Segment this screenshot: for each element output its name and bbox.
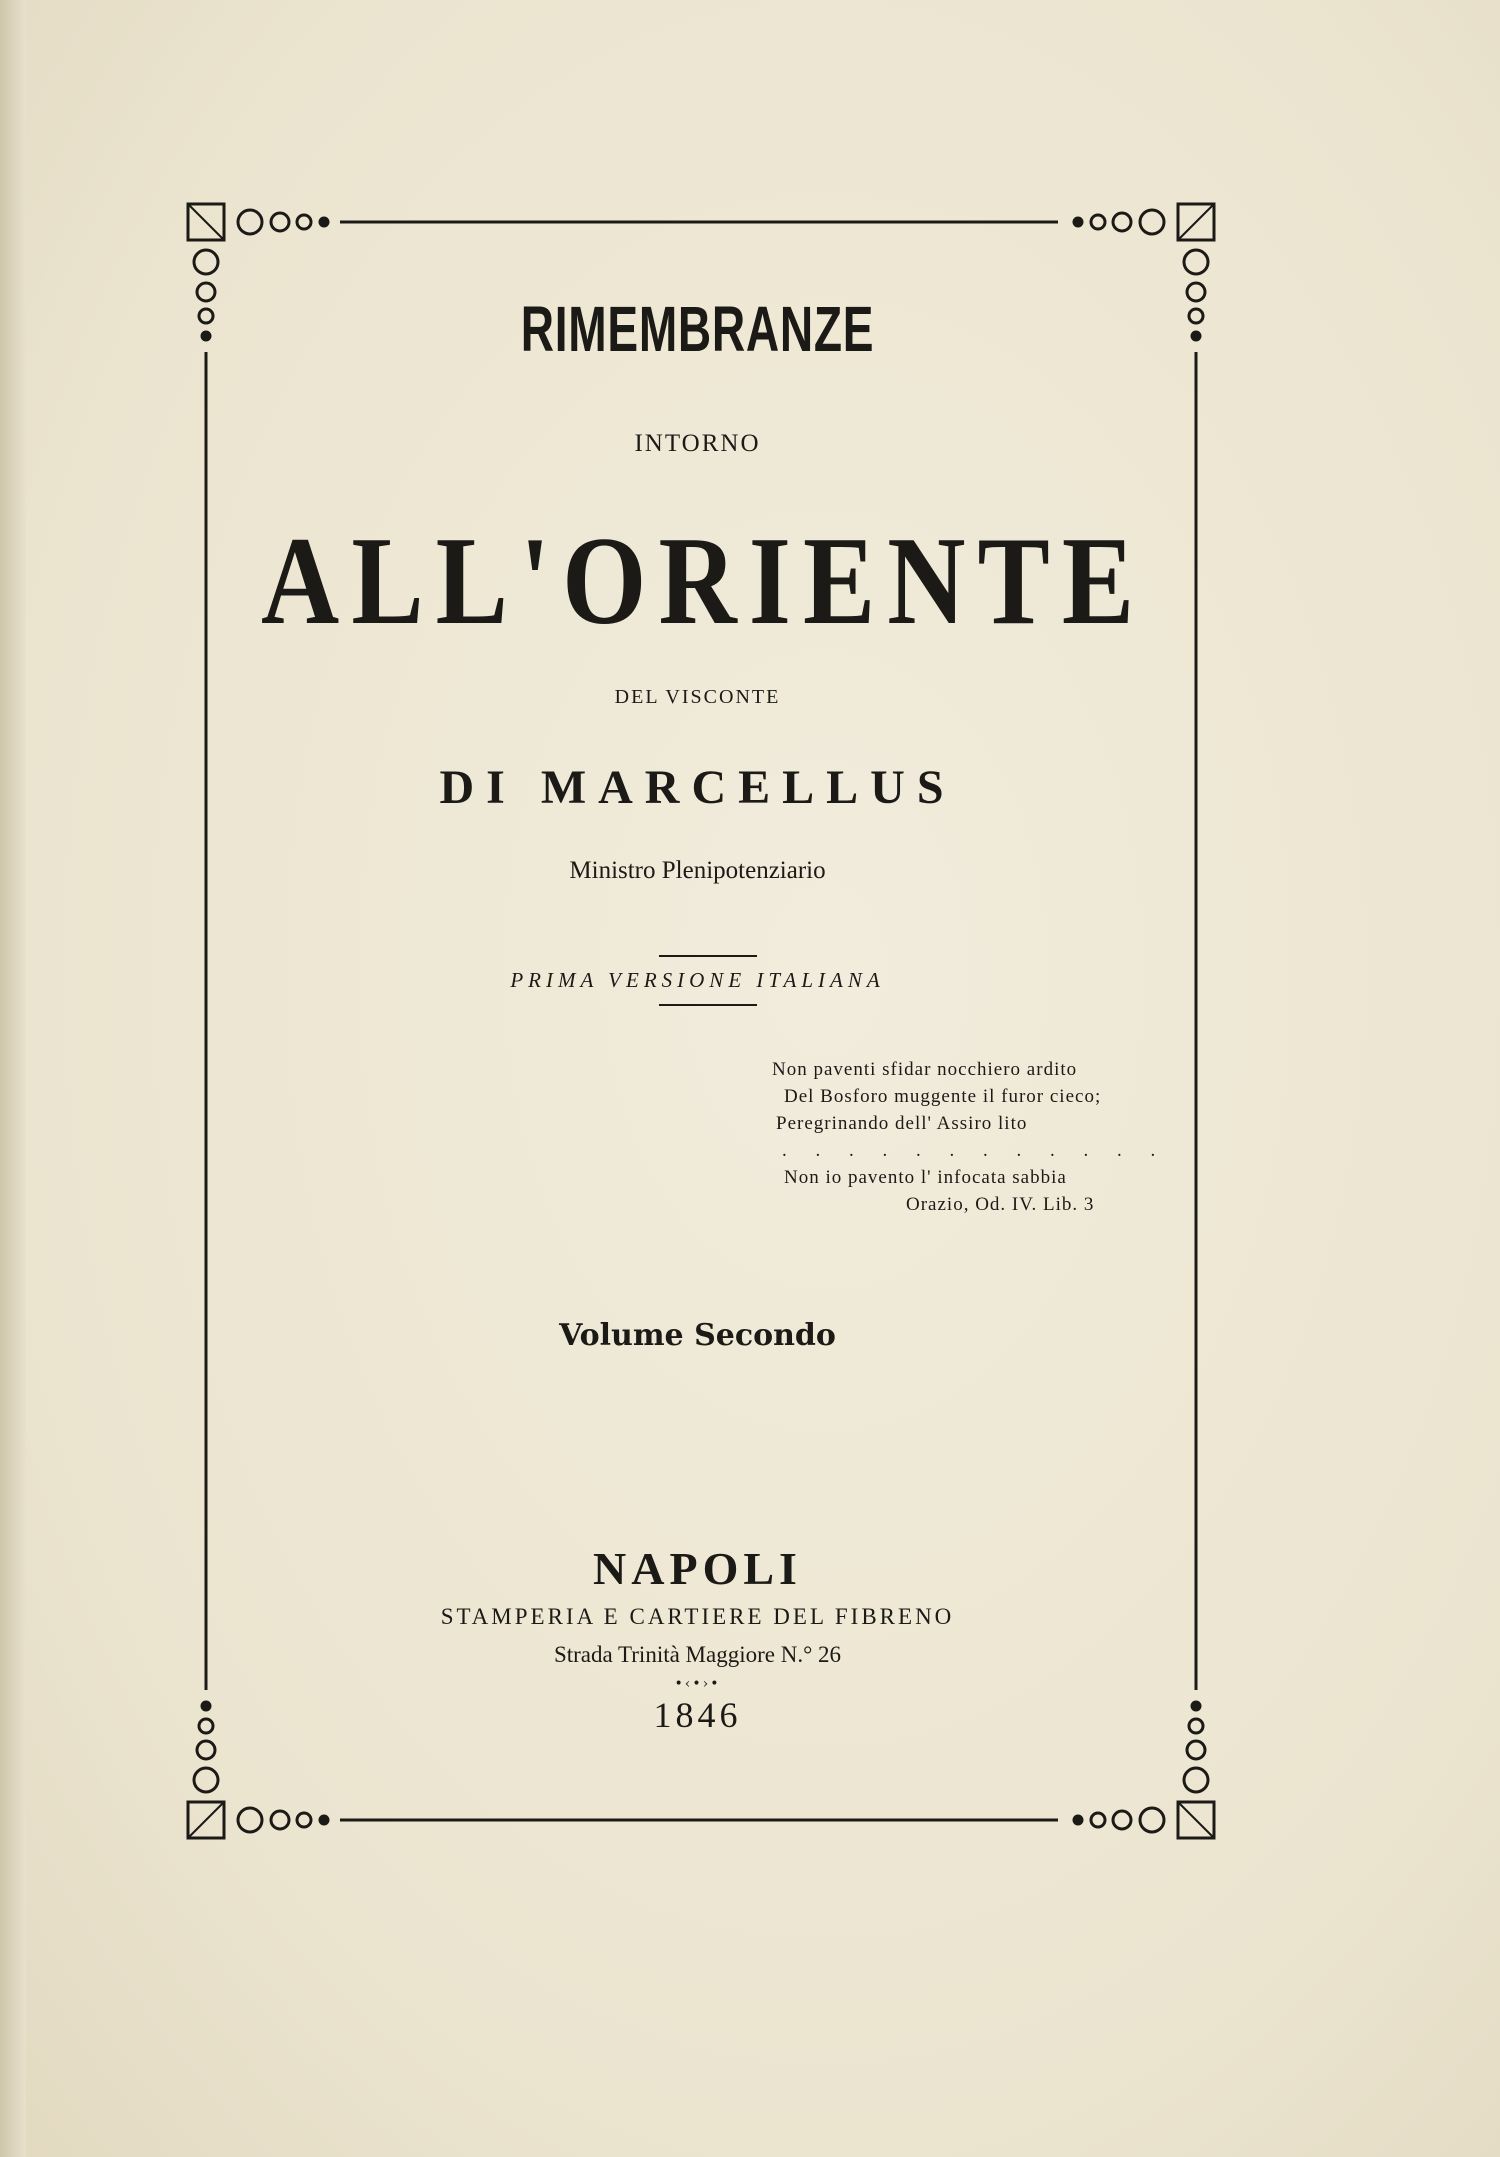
- author-prefix: DEL VISCONTE: [614, 686, 781, 708]
- book-subject: ALL'ORIENTE: [261, 512, 1147, 651]
- corner-ornament-top-right: [1073, 204, 1214, 341]
- epigraph: [772, 1056, 1167, 1218]
- epigraph-ellipsis: . . . . . . . . . . . .: [782, 1140, 1168, 1161]
- epigraph-citation: Orazio, Od. IV. Lib. 3: [906, 1194, 1095, 1215]
- imprint-city: NAPOLI: [593, 1543, 802, 1594]
- epigraph-line: Peregrinando dell' Assiro lito: [776, 1113, 1028, 1134]
- imprint-address: Strada Trinità Maggiore N.° 26: [553, 1642, 842, 1667]
- epigraph-line: Non paventi sfidar nocchiero ardito: [772, 1059, 1078, 1080]
- title-connector: INTORNO: [634, 430, 761, 457]
- edition-note: PRIMA VERSIONE ITALIANA: [510, 968, 885, 992]
- divider-bottom: [659, 1004, 757, 1006]
- imprint-printer: STAMPERIA E CARTIERE DEL FIBRENO: [440, 1604, 955, 1629]
- epigraph-line: Del Bosforo muggente il furor cieco;: [784, 1086, 1102, 1107]
- imprint-ornament: •‹•›•: [674, 1676, 721, 1692]
- author-role: Ministro Plenipotenziario: [569, 857, 826, 884]
- corner-ornament-top-left: [188, 204, 329, 341]
- volume-label: Volume Secondo: [559, 1318, 836, 1353]
- divider-top: [659, 955, 757, 957]
- imprint-year: 1846: [653, 1695, 742, 1735]
- book-title: RIMEMBRANZE: [520, 293, 875, 365]
- author-name: DI MARCELLUS: [439, 761, 956, 814]
- epigraph-line: Non io pavento l' infocata sabbia: [784, 1167, 1067, 1188]
